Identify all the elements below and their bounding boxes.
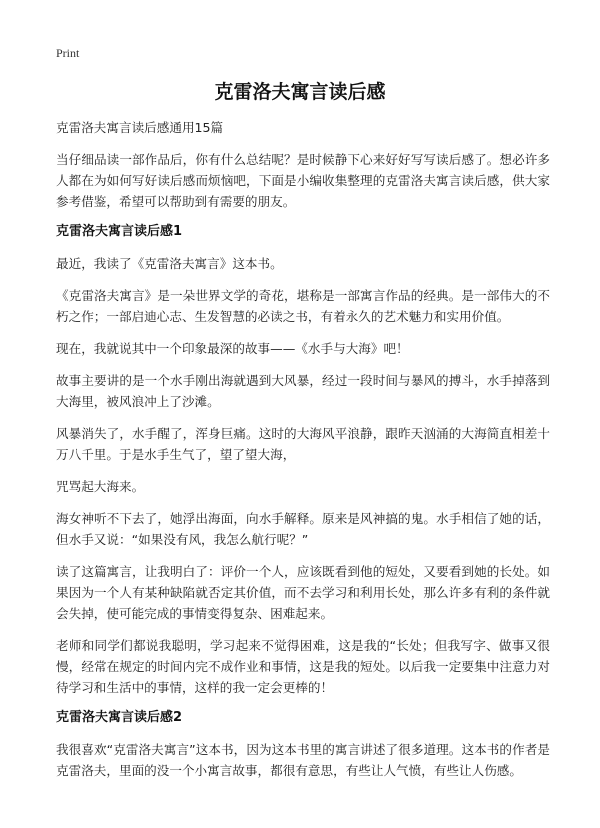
paragraph: 现在，我就说其中一个印象最深的故事——《水手与大海》吧！ <box>56 341 409 356</box>
paragraph: 我很喜欢“克雷洛夫寓言”这本书，因为这本书里的寓言讲述了很多道理。这本书的作者是克雷洛夫，里面的没一个小寓言故事，都很有意思，有些让人气愤，有些让人伤感。 <box>56 742 550 778</box>
paragraph: 风暴消失了，水手醒了，浑身巨痛。这时的大海风平浪静，跟昨天汹涌的大海简直相差十万八千里。于是水手生气了，望了望大海， <box>56 426 550 462</box>
intro-paragraph: 当仔细品读一部作品后，你有什么总结呢？是时候静下心来好好写写读后感了。想必许多人都在为如何写好读后感而烦恼吧，下面是小编收集整理的克雷洛夫寓言读后感，供大家参考借鉴，希望可以帮助到有需要的朋友。 <box>56 152 550 209</box>
section-heading-1: 克雷洛夫寓言读后感1 <box>56 224 183 239</box>
paragraph: 海女神听不下去了，她浮出海面，向水手解释。原来是风神搞的鬼。水手相信了她的话，但水手又说：“如果没有风，我怎么航行呢？” <box>56 511 550 547</box>
article-subtitle: 克雷洛夫寓言读后感通用15篇 <box>56 120 224 135</box>
paragraph: 最近，我读了《克雷洛夫寓言》这本书。 <box>56 256 283 271</box>
page-title: 克雷洛夫寓言读后感 <box>214 81 386 103</box>
paragraph: 《克雷洛夫寓言》是一朵世界文学的奇花，堪称是一部寓言作品的经典。是一部伟大的不朽之作；一部启迪心志、生发智慧的必读之书，有着永久的艺术魅力和实用价值。 <box>56 288 550 324</box>
section-heading-2: 克雷洛夫寓言读后感2 <box>56 710 183 725</box>
print-link[interactable]: Print <box>56 46 80 60</box>
paragraph: 故事主要讲的是一个水手刚出海就遇到大风暴，经过一段时间与暴风的搏斗，水手掉落到大海里，被风浪冲上了沙滩。 <box>56 373 550 409</box>
article-body <box>56 120 550 792</box>
paragraph: 咒骂起大海来。 <box>56 479 145 494</box>
paragraph: 老师和同学们都说我聪明，学习起来不觉得困难，这是我的“长处；但我写字、做事又很慢，经常在规定的时间内完不成作业和事情，这是我的短处。以后我一定要集中注意力对待学习和生活中的事情，这样的我一定会更棒的！ <box>56 638 550 695</box>
paragraph: 读了这篇寓言，让我明白了：评价一个人，应该既看到他的短处，又要看到她的长处。如果因为一个人有某种缺陷就否定其价值，而不去学习和利用长处，那么许多有利的条件就会失掉，使可能完成的事情变得复杂、困难起来。 <box>56 564 550 621</box>
